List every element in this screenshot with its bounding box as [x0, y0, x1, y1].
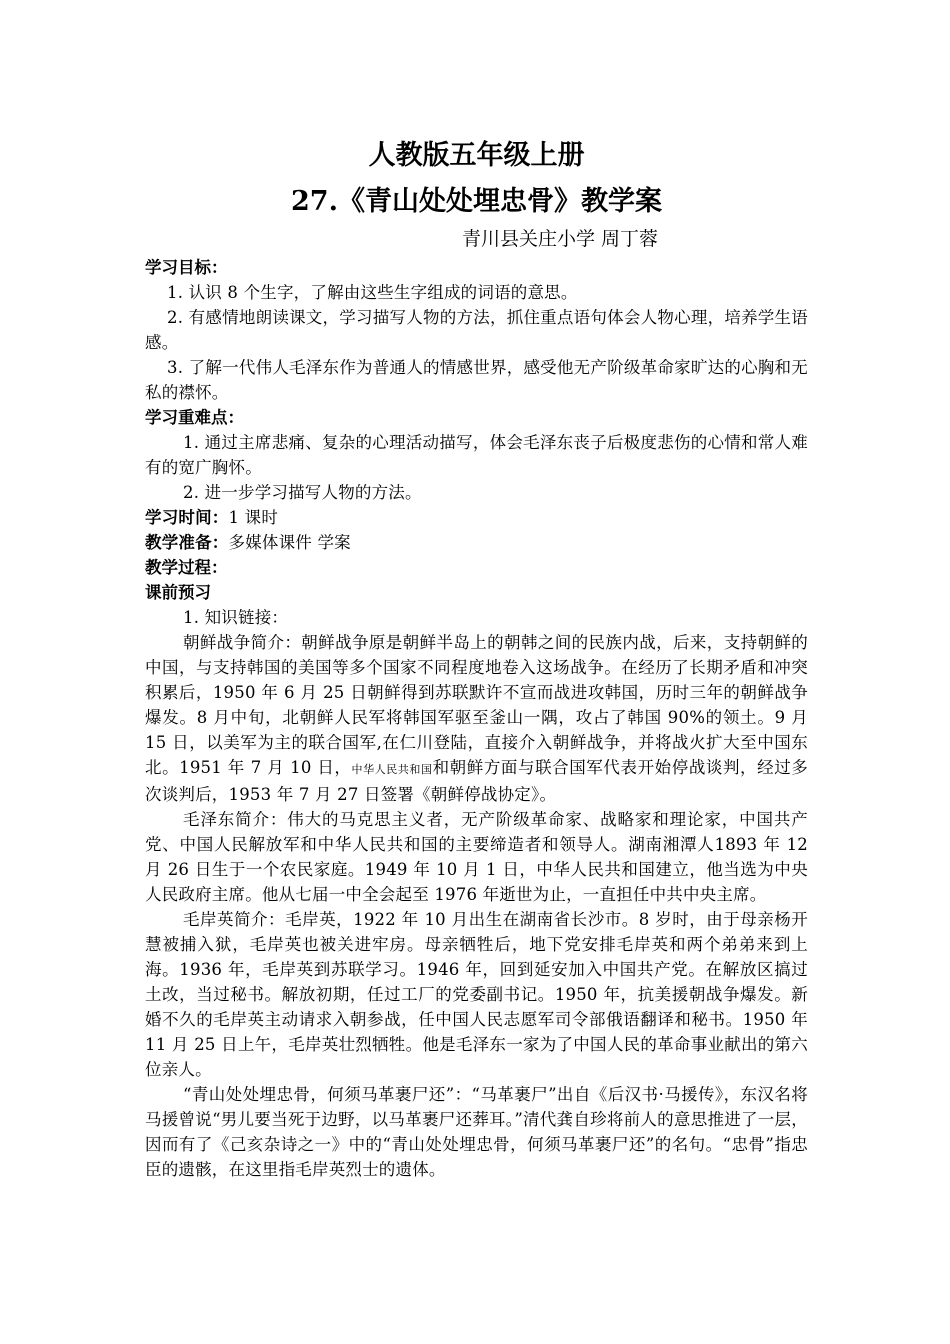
doc-title-grade: 人教版五年级上册 — [368, 140, 585, 171]
author-line: 青川县关庄小学 周丁蓉 — [461, 228, 658, 250]
preview-heading: 课前预习 — [145, 583, 211, 602]
teaching-prep-value: 多媒体课件 学案 — [228, 533, 351, 552]
poem-paragraph: “青山处处埋忠骨，何须马革裹尸还”：“马革裹尸”出自《后汉书·马援传》，东汉名将马援曾说“男儿要当死于边野，以马革裹尸还葬耳。”清代龚自珍将前人的意思推进了一层，因而有了《己亥杂诗之一》中的“青山处处埋忠骨，何须马革裹尸还”的名句。“忠骨”指忠臣的遗骸，在这里指毛岸英烈士的遗体。 — [145, 1085, 808, 1179]
document-page — [145, 125, 808, 1182]
keypoints-heading: 学习重难点： — [145, 408, 244, 427]
goal-item-3: 3. 了解一代伟人毛泽东作为普通人的情感世界，感受他无产阶级革命家旷达的心胸和无私的襟怀。 — [145, 358, 808, 402]
keypoint-item-1: 1. 通过主席悲痛、复杂的心理活动描写，体会毛泽东丧子后极度悲伤的心情和常人难有的宽广胸怀。 — [145, 433, 808, 477]
study-time — [145, 505, 808, 530]
study-time-value: 1 课时 — [228, 508, 279, 527]
goal-item-2: 2. 有感情地朗读课文，学习描写人物的方法，抓住重点语句体会人物心理，培养学生语感。 — [145, 308, 808, 352]
teaching-prep — [145, 530, 808, 555]
process-heading: 教学过程： — [145, 558, 228, 577]
knowledge-link-label: 1. 知识链接： — [183, 608, 289, 627]
goal-item-1: 1. 认识 8 个生字，了解由这些生字组成的词语的意思。 — [167, 283, 578, 302]
korean-war-small-text: 中华人民共和国 — [351, 763, 433, 776]
korean-war-text-a: 朝鲜战争简介：朝鲜战争原是朝鲜半岛上的朝韩之间的民族内战，后来，支持朝鲜的中国，与支持韩国的美国等多个国家不同程度地卷入这场战争。在经历了长期矛盾和冲突积累后，1950 年 6 月 25 日朝鲜得到苏联默许不宣而战进攻韩国，历时三年的朝鲜战争爆发。8 月中旬，北朝鲜人民军将韩国军驱至釜山一隅，攻占了韩国 90%的领土。9 月 15 日，以美军为主的联合国军,在仁川登陆，直接介入朝鲜战争，并将战火扩大至中国东北。1951 年 7 月 10 日， — [145, 633, 808, 777]
goals-heading: 学习目标： — [145, 258, 228, 277]
mao-paragraph: 毛泽东简介：伟大的马克思主义者，无产阶级革命家、战略家和理论家，中国共产党、中国人民解放军和中华人民共和国的主要缔造者和领导人。湖南湘潭人1893 年 12 月 26 日生于一个农民家庭。1949 年 10 月 1 日，中华人民共和国建立，他当选为中央人民政府主席。他从七届一中全会起至 1976 年逝世为止，一直担任中共中央主席。 — [145, 810, 808, 904]
keypoint-item-2: 2. 进一步学习描写人物的方法。 — [183, 483, 422, 502]
doc-title-lesson: 27.《青山处处埋忠骨》教学案 — [291, 186, 662, 217]
anying-paragraph: 毛岸英简介：毛岸英，1922 年 10 月出生在湖南省长沙市。8 岁时，由于母亲杨开慧被捕入狱，毛岸英也被关进牢房。母亲牺牲后，地下党安排毛岸英和两个弟弟来到上海。1936 年，毛岸英到苏联学习。1946 年，回到延安加入中国共产党。在解放区搞过土改，当过秘书。解放初期，任过工厂的党委副书记。1950 年，抗美援朝战争爆发。新婚不久的毛岸英主动请求入朝参战，任中国人民志愿军司令部俄语翻译和秘书。1950 年 11 月 25 日上午，毛岸英壮烈牺牲。他是毛泽东一家为了中国人民的革命事业献出的第六位亲人。 — [145, 910, 808, 1079]
study-time-label: 学习时间： — [145, 508, 229, 527]
teaching-prep-label: 教学准备： — [145, 533, 229, 552]
korean-war-paragraph — [145, 630, 808, 807]
korean-war-text-b: 和朝鲜方面与联合国军代表开始停战谈判，经过多次谈判后，1953 年 7 月 27 日签署《朝鲜停战协定》。 — [145, 758, 809, 804]
